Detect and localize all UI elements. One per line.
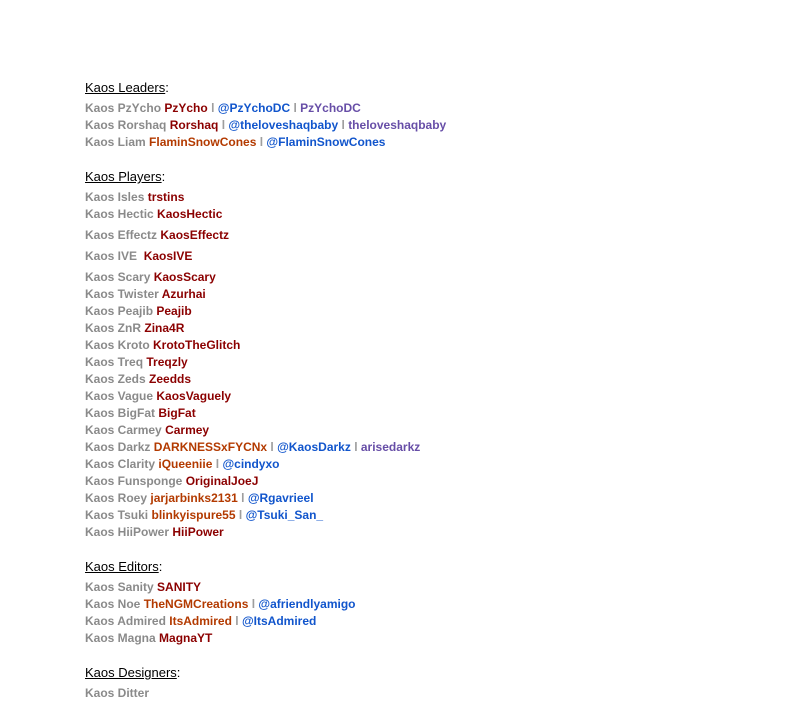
member-name: Kaos Noe [85,597,141,611]
member-handle: KaosEffectz [160,228,230,242]
member-handle: KaosIVE [143,249,193,263]
member-row [85,206,785,223]
member-name: Kaos Effectz [85,228,158,242]
member-name: Kaos Rorshaq [85,118,167,132]
member-name: Kaos Treq [85,355,144,369]
section-heading-leaders [85,79,785,96]
member-row [85,630,785,647]
separator: l [341,118,345,132]
separator: l [238,508,243,522]
member-name: Kaos Sanity [85,580,154,594]
member-name: Kaos Zeds [85,372,146,386]
member-row [85,422,785,439]
member-handle: KaosHectic [157,207,223,221]
member-handle: MagnaYT [159,631,213,645]
heading-colon: : [161,169,166,184]
member-handle: iQueeniie [158,457,213,471]
member-handle: KrotoTheGlitch [153,338,241,352]
heading-text: Kaos Players [85,169,162,184]
member-handle: Azurhai [161,287,206,301]
extra-handle: theloveshaqbaby [348,118,447,132]
heading-colon: : [176,665,181,680]
member-name: Kaos Vague [85,389,154,403]
member-name: Kaos Funsponge [85,474,183,488]
member-handle: DARKNESSxFYCNx [153,440,268,454]
member-row [85,269,785,286]
member-name: Kaos Ditter [85,686,150,700]
separator: l [354,440,358,454]
twitter-handle[interactable]: @PzYchoDC [217,101,291,115]
member-row [85,524,785,541]
member-name: Kaos BigFat [85,406,156,420]
roster-document [85,79,785,702]
member-handle: Zeedds [149,372,192,386]
twitter-handle[interactable]: @FlaminSnowCones [266,135,386,149]
member-name: Kaos HiiPower [85,525,170,539]
member-row [85,134,785,151]
member-handle: Zina4R [144,321,185,335]
heading-text: Kaos Editors [85,559,159,574]
member-row [85,579,785,596]
member-row [85,388,785,405]
separator: l [235,614,239,628]
heading-colon: : [165,80,169,95]
member-handle: PzYcho [164,101,208,115]
member-handle: ItsAdmired [169,614,232,628]
twitter-handle[interactable]: @theloveshaqbaby [228,118,339,132]
member-name: Kaos Peajib [85,304,154,318]
twitter-handle[interactable]: @cindyxo [222,457,280,471]
member-handle: KaosVaguely [156,389,232,403]
member-name: Kaos Twister [85,287,159,301]
extra-handle: arisedarkz [360,440,421,454]
member-name: Kaos Kroto [85,338,150,352]
member-row [85,613,785,630]
member-name: Kaos Roey [85,491,148,505]
member-row [85,286,785,303]
member-name: Kaos PzYcho [85,101,162,115]
member-handle: Treqzly [146,355,188,369]
member-name: Kaos Darkz [85,440,151,454]
member-row [85,439,785,456]
member-handle: Carmey [165,423,210,437]
section-heading-editors [85,558,785,575]
twitter-handle[interactable]: @KaosDarkz [277,440,351,454]
member-row [85,354,785,371]
member-handle: TheNGMCreations [143,597,249,611]
heading-colon: : [158,559,163,574]
member-row [85,337,785,354]
member-handle: OriginalJoeJ [185,474,259,488]
heading-text: Kaos Designers [85,665,177,680]
member-row [85,685,785,702]
member-row [85,456,785,473]
heading-text: Kaos Leaders [85,80,166,95]
separator: l [259,135,264,149]
member-row [85,320,785,337]
member-handle: Rorshaq [169,118,219,132]
member-row [85,490,785,507]
member-row [85,371,785,388]
member-row [85,405,785,422]
separator: l [211,101,215,115]
member-name: Kaos Isles [85,190,145,204]
member-handle: BigFat [158,406,196,420]
separator: l [221,118,226,132]
twitter-handle[interactable]: @Tsuki_San_ [245,508,324,522]
member-handle: Peajib [156,304,192,318]
extra-handle: PzYchoDC [300,101,361,115]
member-row [85,596,785,613]
member-row [85,227,785,244]
member-name: Kaos Clarity [85,457,156,471]
member-row [85,189,785,206]
member-row [85,507,785,524]
member-name: Kaos ZnR [85,321,142,335]
separator: l [270,440,274,454]
member-row [85,100,785,117]
member-handle: trstins [147,190,185,204]
separator: l [251,597,256,611]
member-handle: SANITY [157,580,202,594]
section-heading-players [85,168,785,185]
member-handle: jarjarbinks2131 [150,491,238,505]
member-handle: blinkyispure55 [151,508,236,522]
twitter-handle[interactable]: @Rgavrieel [247,491,314,505]
section-heading-designers [85,664,785,681]
member-row [85,248,785,265]
member-name: Kaos Hectic [85,207,154,221]
member-row [85,303,785,320]
member-name: Kaos Carmey [85,423,162,437]
member-name: Kaos Tsuki [85,508,149,522]
twitter-handle[interactable]: @ItsAdmired [241,614,317,628]
member-handle: FlaminSnowCones [149,135,257,149]
member-name: Kaos Magna [85,631,156,645]
member-name: Kaos IVE [85,249,138,263]
separator: l [215,457,220,471]
member-name: Kaos Scary [85,270,151,284]
member-row [85,117,785,134]
member-name: Kaos Liam [85,135,146,149]
member-row [85,473,785,490]
separator: l [293,101,297,115]
member-name: Kaos Admired [85,614,166,628]
member-handle: HiiPower [172,525,224,539]
separator: l [241,491,245,505]
member-handle: KaosScary [153,270,216,284]
twitter-handle[interactable]: @afriendlyamigo [258,597,356,611]
